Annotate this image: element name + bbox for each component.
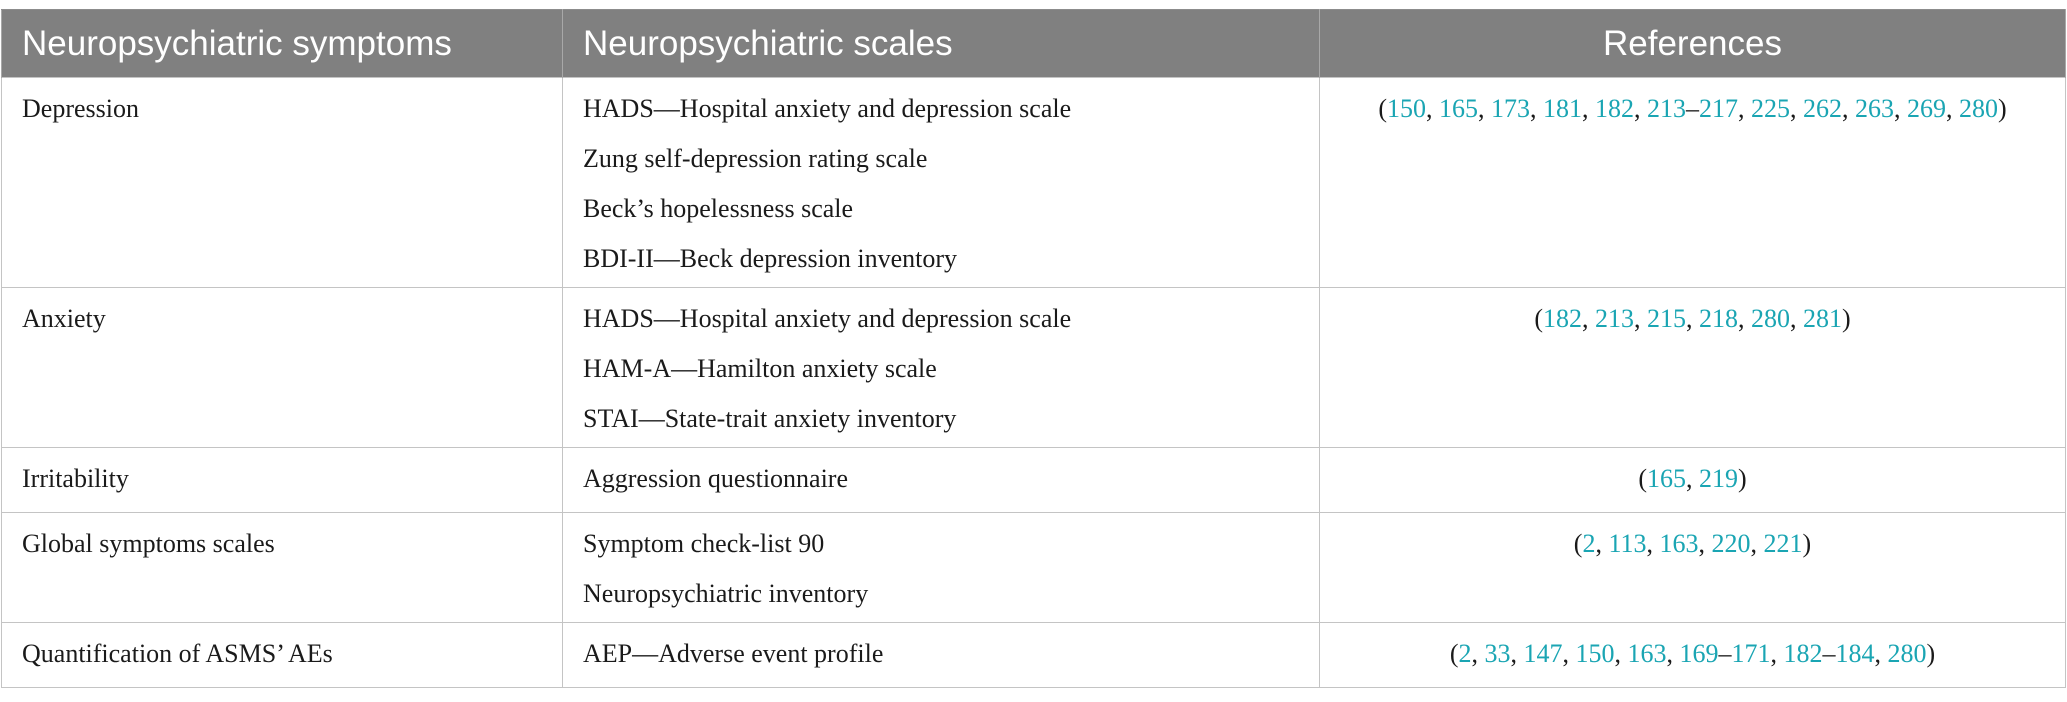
reference-separator: , xyxy=(1595,529,1609,558)
reference-separator: , xyxy=(1510,639,1524,668)
references-cell xyxy=(1320,623,2066,688)
reference-link[interactable]: 163 xyxy=(1659,529,1699,558)
reference-separator: , xyxy=(1686,464,1699,493)
open-paren: ( xyxy=(1638,464,1647,493)
reference-link[interactable]: 218 xyxy=(1699,304,1738,333)
scale-name: Beck’s hopelessness scale xyxy=(583,194,854,223)
symptom-cell: Depression xyxy=(2,78,563,288)
header-symptoms: Neuropsychiatric symptoms xyxy=(2,10,563,78)
reference-separator: – xyxy=(1718,639,1732,668)
reference-link[interactable]: 280 xyxy=(1751,304,1790,333)
reference-link[interactable]: 219 xyxy=(1699,464,1738,493)
scale-name: BDI-II—Beck depression inventory xyxy=(583,244,958,273)
reference-separator: , xyxy=(1634,94,1647,123)
reference-link[interactable]: 165 xyxy=(1647,464,1686,493)
scales-cell xyxy=(563,448,1320,513)
reference-link[interactable]: 33 xyxy=(1484,639,1511,668)
reference-link[interactable]: 220 xyxy=(1711,529,1751,558)
reference-separator: , xyxy=(1582,304,1595,333)
reference-link[interactable]: 263 xyxy=(1855,94,1894,123)
close-paren: ) xyxy=(1926,639,1936,668)
reference-separator: , xyxy=(1562,639,1576,668)
table-row xyxy=(2,448,2066,513)
reference-separator: , xyxy=(1842,94,1855,123)
reference-link[interactable]: 2 xyxy=(1458,639,1472,668)
table-row xyxy=(2,513,2066,623)
table-row xyxy=(2,288,2066,448)
reference-link[interactable]: 213 xyxy=(1647,94,1686,123)
reference-link[interactable]: 182 xyxy=(1595,94,1634,123)
scales-cell xyxy=(563,623,1320,688)
reference-link[interactable]: 150 xyxy=(1387,94,1426,123)
reference-separator: , xyxy=(1894,94,1907,123)
scale-name: HADS—Hospital anxiety and depression scale xyxy=(583,304,1072,333)
reference-separator: , xyxy=(1698,529,1712,558)
table-header-row xyxy=(2,10,2066,78)
reference-link[interactable]: 281 xyxy=(1803,304,1842,333)
scale-name: HAM-A—Hamilton anxiety scale xyxy=(583,354,937,383)
references-cell xyxy=(1320,448,2066,513)
reference-link[interactable]: 182 xyxy=(1783,639,1823,668)
reference-separator: , xyxy=(1614,639,1628,668)
reference-separator: , xyxy=(1790,94,1803,123)
scale-name: Aggression questionnaire xyxy=(583,464,849,493)
close-paren: ) xyxy=(1842,304,1851,333)
reference-link[interactable]: 182 xyxy=(1543,304,1582,333)
table-row xyxy=(2,78,2066,288)
scale-name: Symptom check-list 90 xyxy=(583,529,825,558)
symptom-cell: Quantification of ASMS’ AEs xyxy=(2,623,563,688)
reference-link[interactable]: 113 xyxy=(1608,529,1647,558)
reference-separator: , xyxy=(1874,639,1888,668)
reference-link[interactable]: 147 xyxy=(1523,639,1563,668)
reference-link[interactable]: 280 xyxy=(1887,639,1927,668)
reference-link[interactable]: 169 xyxy=(1679,639,1719,668)
table-body xyxy=(2,78,2066,688)
reference-separator: , xyxy=(1530,94,1543,123)
scale-name: Zung self-depression rating scale xyxy=(583,144,928,173)
scales-cell xyxy=(563,513,1320,623)
reference-separator: , xyxy=(1634,304,1647,333)
reference-separator: , xyxy=(1946,94,1959,123)
scales-cell xyxy=(563,78,1320,288)
reference-link[interactable]: 163 xyxy=(1627,639,1667,668)
open-paren: ( xyxy=(1449,639,1459,668)
neuropsychiatric-scales-table xyxy=(1,9,2066,688)
reference-link[interactable]: 217 xyxy=(1699,94,1738,123)
scale-name: STAI—State-trait anxiety inventory xyxy=(583,404,957,433)
reference-separator: , xyxy=(1666,639,1680,668)
reference-separator: , xyxy=(1738,94,1751,123)
reference-separator: , xyxy=(1750,529,1764,558)
table-row xyxy=(2,623,2066,688)
reference-link[interactable]: 221 xyxy=(1763,529,1803,558)
open-paren: ( xyxy=(1573,529,1583,558)
scale-name: AEP—Adverse event profile xyxy=(583,639,884,668)
reference-separator: , xyxy=(1646,529,1660,558)
reference-link[interactable]: 225 xyxy=(1751,94,1790,123)
close-paren: ) xyxy=(1998,94,2007,123)
symptom-cell: Global symptoms scales xyxy=(2,513,563,623)
header-scales: Neuropsychiatric scales xyxy=(563,10,1320,78)
reference-separator: , xyxy=(1790,304,1803,333)
reference-link[interactable]: 262 xyxy=(1803,94,1842,123)
reference-separator: , xyxy=(1770,639,1784,668)
close-paren: ) xyxy=(1738,464,1747,493)
reference-link[interactable]: 165 xyxy=(1439,94,1478,123)
header-references: References xyxy=(1320,10,2066,78)
references-cell xyxy=(1320,513,2066,623)
reference-separator: , xyxy=(1686,304,1699,333)
reference-link[interactable]: 171 xyxy=(1731,639,1771,668)
reference-link[interactable]: 269 xyxy=(1907,94,1946,123)
reference-separator: , xyxy=(1471,639,1485,668)
symptom-cell: Anxiety xyxy=(2,288,563,448)
reference-link[interactable]: 181 xyxy=(1543,94,1582,123)
reference-link[interactable]: 215 xyxy=(1647,304,1686,333)
reference-separator: , xyxy=(1478,94,1491,123)
references-cell xyxy=(1320,78,2066,288)
symptom-cell: Irritability xyxy=(2,448,563,513)
reference-separator: , xyxy=(1582,94,1595,123)
reference-link[interactable]: 213 xyxy=(1595,304,1634,333)
reference-link[interactable]: 173 xyxy=(1491,94,1530,123)
reference-separator: , xyxy=(1738,304,1751,333)
reference-separator: – xyxy=(1822,639,1836,668)
references-cell xyxy=(1320,288,2066,448)
reference-link[interactable]: 2 xyxy=(1582,529,1596,558)
scale-name: HADS—Hospital anxiety and depression scale xyxy=(583,94,1072,123)
scales-cell xyxy=(563,288,1320,448)
open-paren: ( xyxy=(1534,304,1543,333)
reference-link[interactable]: 280 xyxy=(1959,94,1998,123)
open-paren: ( xyxy=(1378,94,1387,123)
close-paren: ) xyxy=(1802,529,1812,558)
reference-separator: , xyxy=(1426,94,1439,123)
scale-name: Neuropsychiatric inventory xyxy=(583,579,869,608)
reference-separator: – xyxy=(1686,94,1699,123)
reference-link[interactable]: 184 xyxy=(1835,639,1875,668)
reference-link[interactable]: 150 xyxy=(1575,639,1615,668)
